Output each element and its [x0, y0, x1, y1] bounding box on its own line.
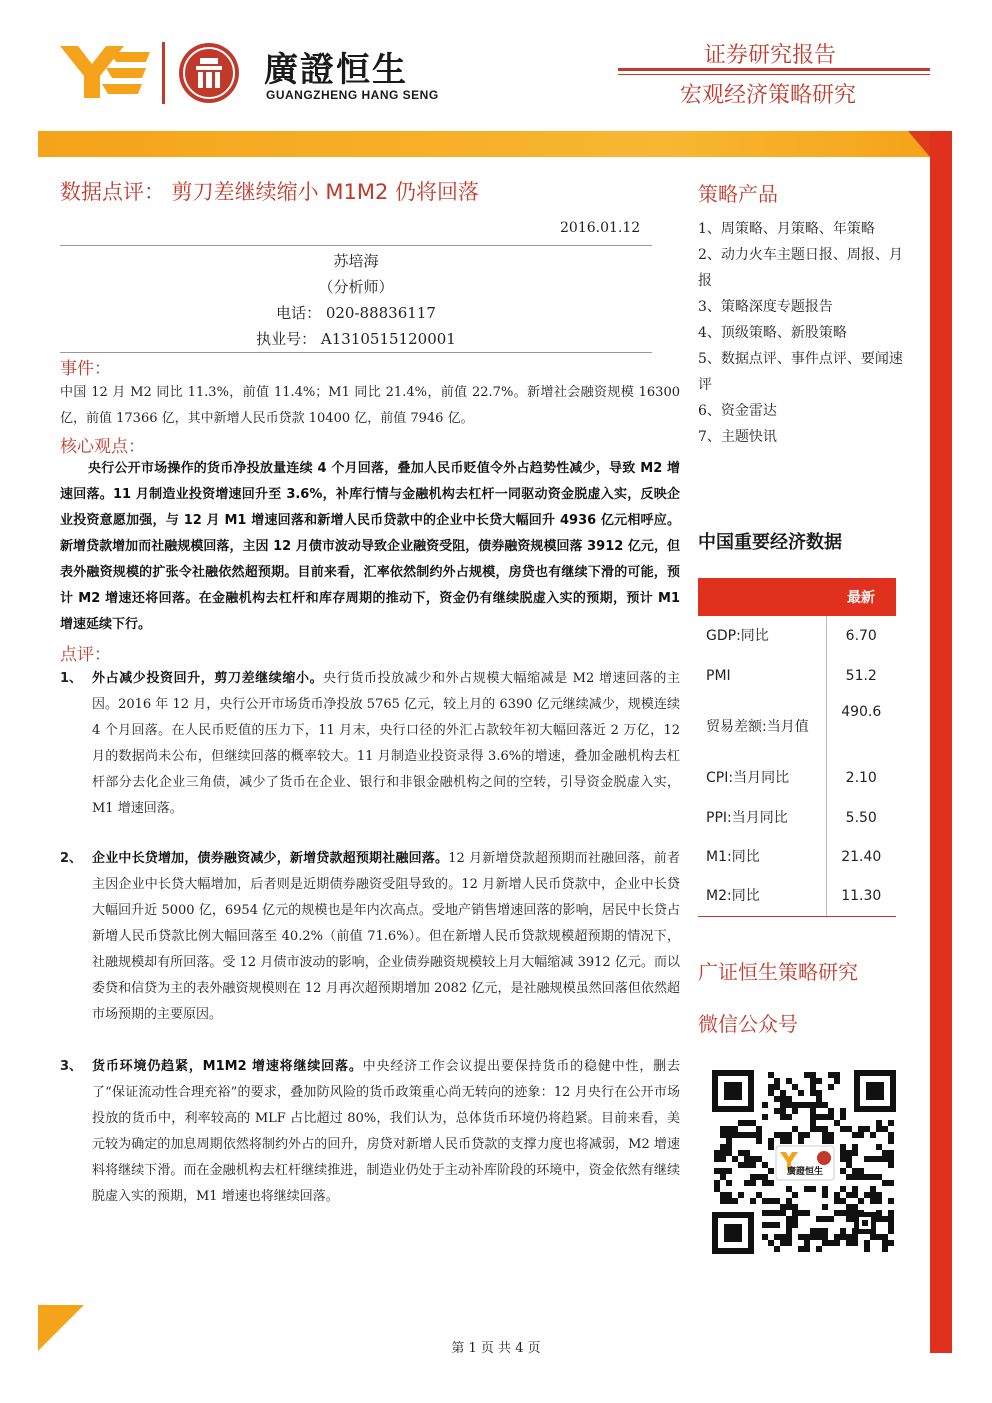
qr-code-icon[interactable]: [712, 1070, 896, 1254]
table-row: [698, 758, 896, 798]
econ-data-table: [698, 578, 896, 917]
row-value: 5.50: [845, 810, 877, 826]
top-frame-corner: [908, 131, 930, 157]
list-item: 4、顶级策略、新股策略: [698, 325, 847, 341]
logo-divider: [162, 42, 165, 104]
item-text: 12 月新增贷款超预期而社融回落，前者主因企业中长贷大幅增加，后者则是近期债券融资受阻导致的。12 月新增人民币贷款中，企业中长贷大幅回升近 5000 亿，6954 亿元的规模也是年内次高点。受地产销售增速回落的影响，居民中长贷占新增人民币贷款比例大幅回落至 40.2%（前值 71.6%）。但在新增人民币贷款规模超预期的情况下，社融规模却有所回落。受 12 月债市波动的影响，企业债券融资规模较上月大幅缩减 3912 亿元。而以委贷和信贷为主的表外融资规模则在 12 月再次超预期增加 2082 亿元，是社融规模虽然回落但依然超市场预期的主要原因。: [92, 851, 680, 1022]
author-license: 执业号： A1310515120001: [256, 330, 456, 348]
brand-name-en: GUANGZHENG HANG SENG: [266, 88, 439, 102]
item-body: [92, 1054, 680, 1210]
item-text: 央行货币投放减少和外占规模大幅缩减是 M2 增速回落的主因。2016 年 12 月，央行公开市场货币净投放 5765 亿元，较上月的 6390 亿元继续减少，规模连续 4 个月回落。在人民币贬值的压力下，11 月末，央行口径的外汇占款较年初大幅回落近 2 万亿，12 月的数据尚未公布，但继续回落的概率较大。11 月制造业投资录得 3.6%的增速，叠加金融机构去杠杆部分去化企业三角债，减少了货币在企业、银行和非银金融机构之间的空转，引导资金脱虚入实，M1 增速回落。: [92, 671, 680, 816]
item-body: [92, 666, 680, 822]
item-number: 1、: [60, 671, 83, 686]
item-number: 2、: [60, 851, 83, 866]
row-label: GDP:同比: [698, 616, 826, 656]
table-header-latest: 最新: [826, 578, 896, 616]
table-row: [698, 798, 896, 838]
core-text: 央行公开市场操作的货币净投放量连续 4 个月回落，叠加人民币贬值令外占趋势性减少，导致 M2 增速回落。11 月制造业投资增速回升至 3.6%，补库行情与金融机构去杠杆一同驱动资金脱虚入实，反映企业投资意愿加强，与 12 月 M1 增速回落和新增人民币贷款中的企业中长贷大幅回升 4936 亿元相呼应。新增贷款增加而社融规模回落，主因 12 月债市波动导致企业融资受阻，债券融资规模回落 3912 亿元，但表外融资规模的扩张令社融依然超预期。目前来看，汇率依然制约外占规模，房贷也有继续下滑的可能，预计 M2 增速还将回落。在金融机构去杠杆和库存周期的推动下，资金仍有继续脱虚入实的预期，预计 M1 增速延续下行。: [60, 461, 680, 632]
strategy-products-list: [698, 216, 904, 450]
brand-logo: [60, 40, 440, 110]
row-label: 贸易差额:当月值: [698, 696, 826, 758]
item-text: 中央经济工作会议提出要保持货币的稳健中性，删去了“保证流动性合理充裕”的要求，叠加防风险的货币政策重心尚无转向的迹象：12 月央行在公开市场投放的货币中，利率较高的 MLF 占比超过 80%，我们认为，总体货币环境仍将趋紧。目前来看，美元较为确定的加息周期依然将制约外占的回升，房贷对新增人民币贷款的支撑力度也将减弱，M2 增速料将继续下滑。而在金融机构去杠杆继续推进，制造业仍处于主动补库阶段的环境中，资金依然有继续脱虚入实的预期，M1 增速也将继续回落。: [92, 1059, 680, 1204]
strategy-products-title: 策略产品: [698, 182, 778, 206]
table-header-blank: [698, 578, 826, 616]
event-heading: 事件：: [60, 359, 111, 379]
list-item: 3、策略深度专题报告: [698, 299, 833, 315]
report-subtitle: 宏观经济策略研究: [680, 83, 857, 108]
table-row: [698, 696, 896, 758]
report-date: 2016.01.12: [560, 220, 641, 236]
header-divider-thin: [618, 74, 930, 75]
qr-brand-label: 廣證恒生: [786, 1167, 824, 1177]
list-item: 1、周策略、月策略、年策略: [698, 221, 875, 237]
row-label: CPI:当月同比: [698, 758, 826, 798]
row-label: M1:同比: [698, 838, 826, 876]
comment-heading: 点评：: [60, 645, 111, 665]
top-frame-bar: [38, 131, 930, 157]
table-row: [698, 616, 896, 656]
row-label: M2:同比: [698, 876, 826, 916]
table-row: [698, 838, 896, 876]
right-frame-bar: [930, 131, 952, 1353]
event-text: 中国 12 月 M2 同比 11.3%，前值 11.4%；M1 同比 21.4%，前值 22.7%。新增社会融资规模 16300 亿，前值 17366 亿，其中新增人民币贷款 10400 亿，前值 7946 亿。: [60, 385, 680, 426]
title-divider: [60, 245, 652, 246]
list-item: 7、主题快讯: [698, 429, 777, 445]
item-body: [92, 846, 680, 1028]
row-label: PMI: [698, 656, 826, 696]
list-item: 2、动力火车主题日报、周报、月报: [698, 247, 903, 289]
header-divider: [618, 68, 930, 71]
list-item: 6、资金雷达: [698, 403, 777, 419]
item-number: 3、: [60, 1059, 83, 1074]
row-value: 21.40: [841, 849, 882, 865]
wechat-subtitle: 微信公众号: [698, 1012, 798, 1036]
table-row: [698, 656, 896, 696]
item-lead: 企业中长贷增加，债券融资减少，新增贷款超预期社融回落。: [92, 851, 449, 866]
list-item: 5、数据点评、事件点评、要闻速评: [698, 351, 903, 393]
page-number: 第 1 页 共 4 页: [451, 1341, 541, 1356]
author-name: 苏培海: [333, 252, 379, 270]
item-lead: 外占减少投资回升，剪刀差继续缩小。: [92, 671, 324, 686]
core-heading: 核心观点：: [60, 437, 145, 457]
row-value: 2.10: [845, 770, 877, 786]
author-divider: [60, 352, 652, 353]
table-header-row: [698, 578, 896, 616]
table-row: [698, 876, 896, 916]
author-role: （分析师）: [318, 278, 394, 296]
wechat-title: 广证恒生策略研究: [698, 960, 858, 984]
econ-data-title: 中国重要经济数据: [698, 532, 842, 553]
seal-logo-icon: [178, 42, 240, 104]
row-value: 6.70: [845, 628, 877, 644]
brand-name-cn: 廣證恒生: [264, 50, 408, 90]
author-phone: 电话： 020-88836117: [276, 304, 436, 322]
row-label: PPI:当月同比: [698, 798, 826, 838]
row-value: 51.2: [845, 668, 877, 684]
page-title: 数据点评： 剪刀差继续缩小 M1M2 仍将回落: [60, 180, 479, 204]
row-value: 11.30: [826, 876, 896, 916]
report-type: 证券研究报告: [704, 43, 837, 68]
item-lead: 货币环境仍趋紧，M1M2 增速将继续回落。: [92, 1059, 363, 1074]
row-value: 490.6: [841, 704, 882, 720]
ye-logo-icon: [60, 46, 152, 98]
